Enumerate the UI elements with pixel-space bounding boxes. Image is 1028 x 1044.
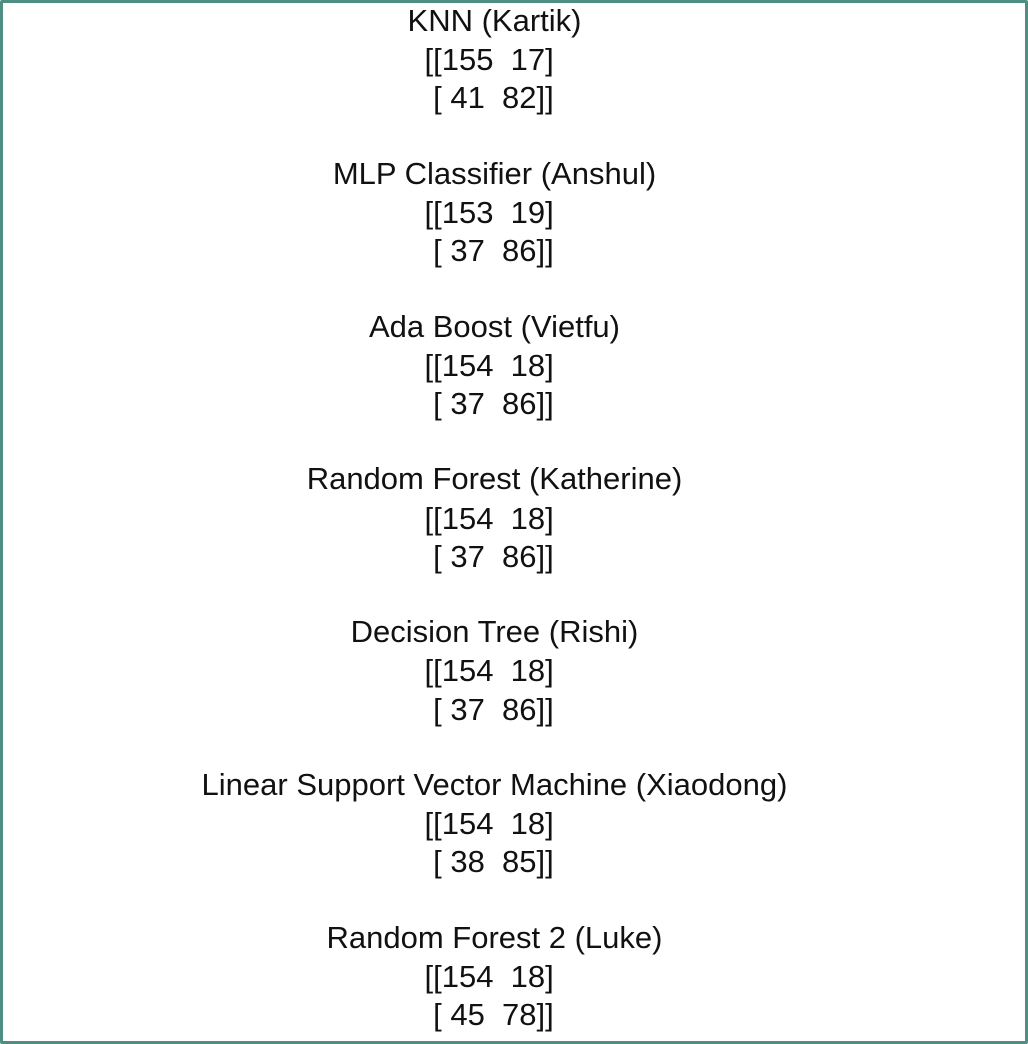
model-block-knn <box>3 3 986 156</box>
confusion-matrix-list <box>3 3 986 1044</box>
model-title: Random Forest (Katherine) <box>306 461 683 497</box>
model-title: MLP Classifier (Anshul) <box>332 155 657 191</box>
model-title: Linear Support Vector Machine (Xiaodong) <box>201 766 788 802</box>
model-block-linear-svm <box>3 767 986 920</box>
matrix-row-2: [ 37 86]] <box>424 691 554 727</box>
model-block-random-forest <box>3 461 986 614</box>
model-title: Random Forest 2 (Luke) <box>326 919 663 955</box>
matrix-row-2: [ 37 86]] <box>424 538 554 574</box>
matrix-row-2: [ 37 86]] <box>424 385 554 421</box>
matrix-row-1: [[154 18] <box>424 958 554 994</box>
matrix-row-1: [[154 18] <box>424 500 554 536</box>
matrix-row-2: [ 38 85]] <box>424 844 554 880</box>
matrix-row-1: [[154 18] <box>424 653 554 689</box>
matrix-row-1: [[154 18] <box>424 347 554 383</box>
model-title: Ada Boost (Vietfu) <box>368 308 620 344</box>
matrix-row-2: [ 45 78]] <box>424 997 554 1033</box>
matrix-row-2: [ 41 82]] <box>424 80 554 116</box>
model-title: KNN (Kartik) <box>407 3 582 38</box>
matrix-row-1: [[153 19] <box>424 194 554 230</box>
model-title: Decision Tree (Rishi) <box>350 614 639 650</box>
model-block-adaboost <box>3 309 986 462</box>
matrix-row-1: [[155 17] <box>424 42 554 78</box>
model-block-random-forest-2 <box>3 920 986 1044</box>
model-block-mlp <box>3 156 986 309</box>
matrix-row-1: [[154 18] <box>424 806 554 842</box>
model-block-decision-tree <box>3 614 986 767</box>
matrix-row-2: [ 37 86]] <box>424 233 554 269</box>
